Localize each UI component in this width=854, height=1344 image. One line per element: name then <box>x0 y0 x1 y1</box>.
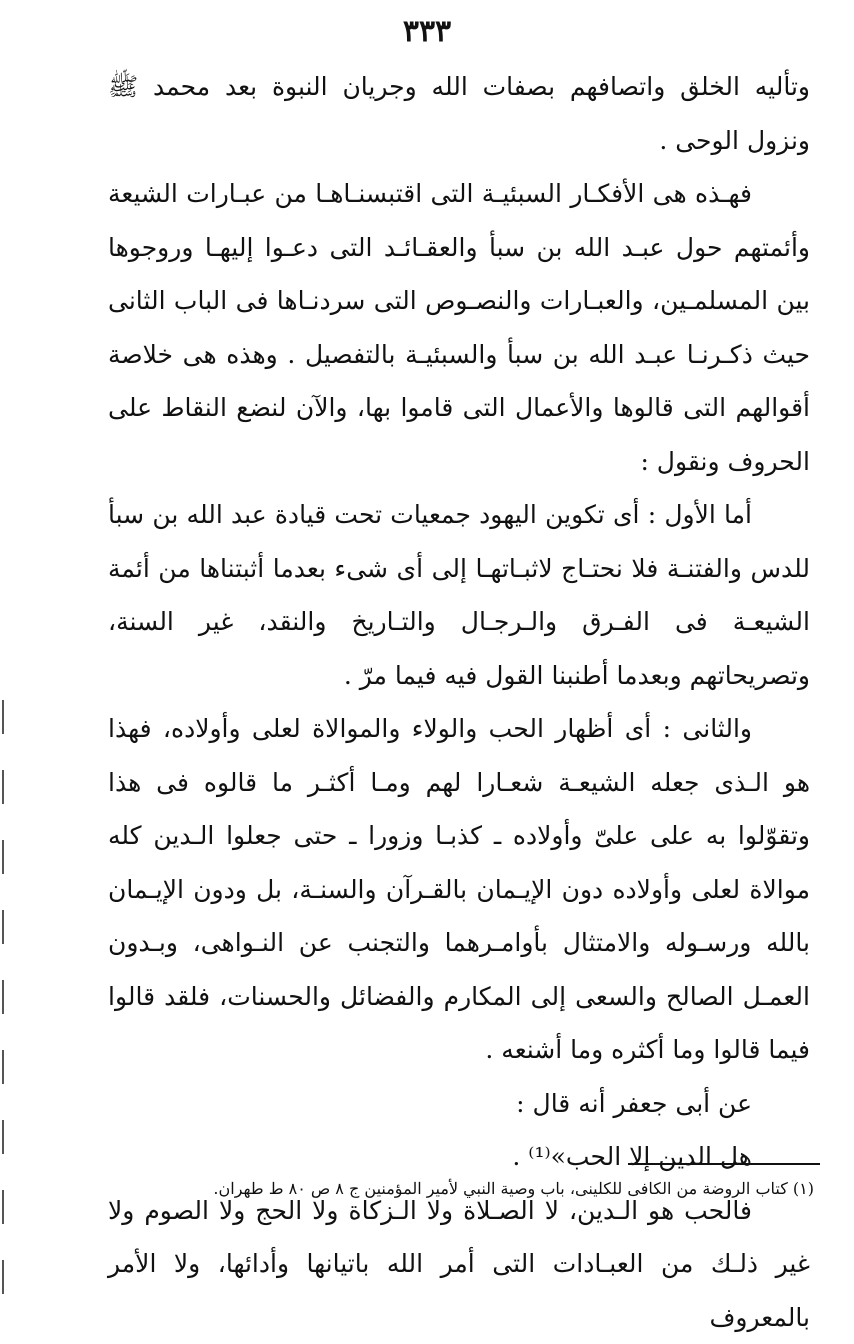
body-text <box>108 60 810 1344</box>
quote-text: هل الدين إلا الحب»⁽¹⁾ . <box>108 1130 810 1184</box>
page-number: ٣٣٣ <box>0 14 854 49</box>
paragraph-sabaite-ideas: فهـذه هى الأفكـار السبئيـة التى اقتبسنـاهـا من عبـارات الشيعة وأئمتهم حول عبـد الله بن سبأ والعقـائـد التى دعـوا إليهـا وروجوها بين المسلمـين، والعبـارات والنصـوص التى سردنـاها فى الباب الثانى حيث ذكـرنـا عبـد الله بن سبأ والسبئيـة بالتفصيل . وهذه هى خلاصة أقوالهم التى قالوها والأعمال التى قاموا بها، والآن لنضع النقاط على الحروف ونقول : <box>108 167 810 488</box>
paragraph-second-point: والثانى : أى أظهار الحب والولاء والموالاة لعلى وأولاده، فهذا هو الـذى جعله الشيعـة شعـارا لهم ومـا أكثـر ما قالوه فى هذا وتقوّلوا به على علىّ وأولاده ـ كذبـا وزورا ـ حتى جعلوا الـدين كله موالاة لعلى وأولاده دون الإيـمان بالقـرآن والسنـة، بل ودون الإيـمان بالله ورسـوله والامتثال بأوامـرهما والتجنب عن النـواهى، وبـدون العمـل الصالح والسعى إلى المكارم والفضائل والحسنات، فلقد قالوا فيما قالوا وما أكثره وما أشنعه . <box>108 702 810 1077</box>
paragraph-love-is-religion: فالحب هو الـدين، لا الصـلاة ولا الـزكاة ولا الحج ولا الصوم ولا غير ذلـك من العبـادات التى أمر الله باتيانها وأدائها، ولا الأمر بالمعروف <box>108 1184 810 1344</box>
footnote: (١) كتاب الروضة من الكافى للكلينى، باب وصية النبي لأمير المؤمنين ج ٨ ص ٨٠ ط طهران. <box>108 1176 814 1202</box>
paragraph-continuation: وتأليه الخلق واتصافهم بصفات الله وجريان النبوة بعد محمد ﷺ ونزول الوحى . <box>108 60 810 167</box>
scan-margin-marks <box>2 700 6 1330</box>
paragraph-first-point: أما الأول : أى تكوين اليهود جمعيات تحت قيادة عبد الله بن سبأ للدس والفتنـة فلا نحتـاج لاثبـاتهـا إلى أى شىء بعدما أثبتناها من أئمة الشيعـة فى الفـرق والـرجـال والتـاريخ والنقد، غير السنة، وتصريحاتهم وبعدما أطنبنا القول فيه فيما مرّ . <box>108 488 810 702</box>
quote-intro: عن أبى جعفر أنه قال : <box>108 1077 810 1131</box>
footnote-divider <box>628 1163 820 1165</box>
